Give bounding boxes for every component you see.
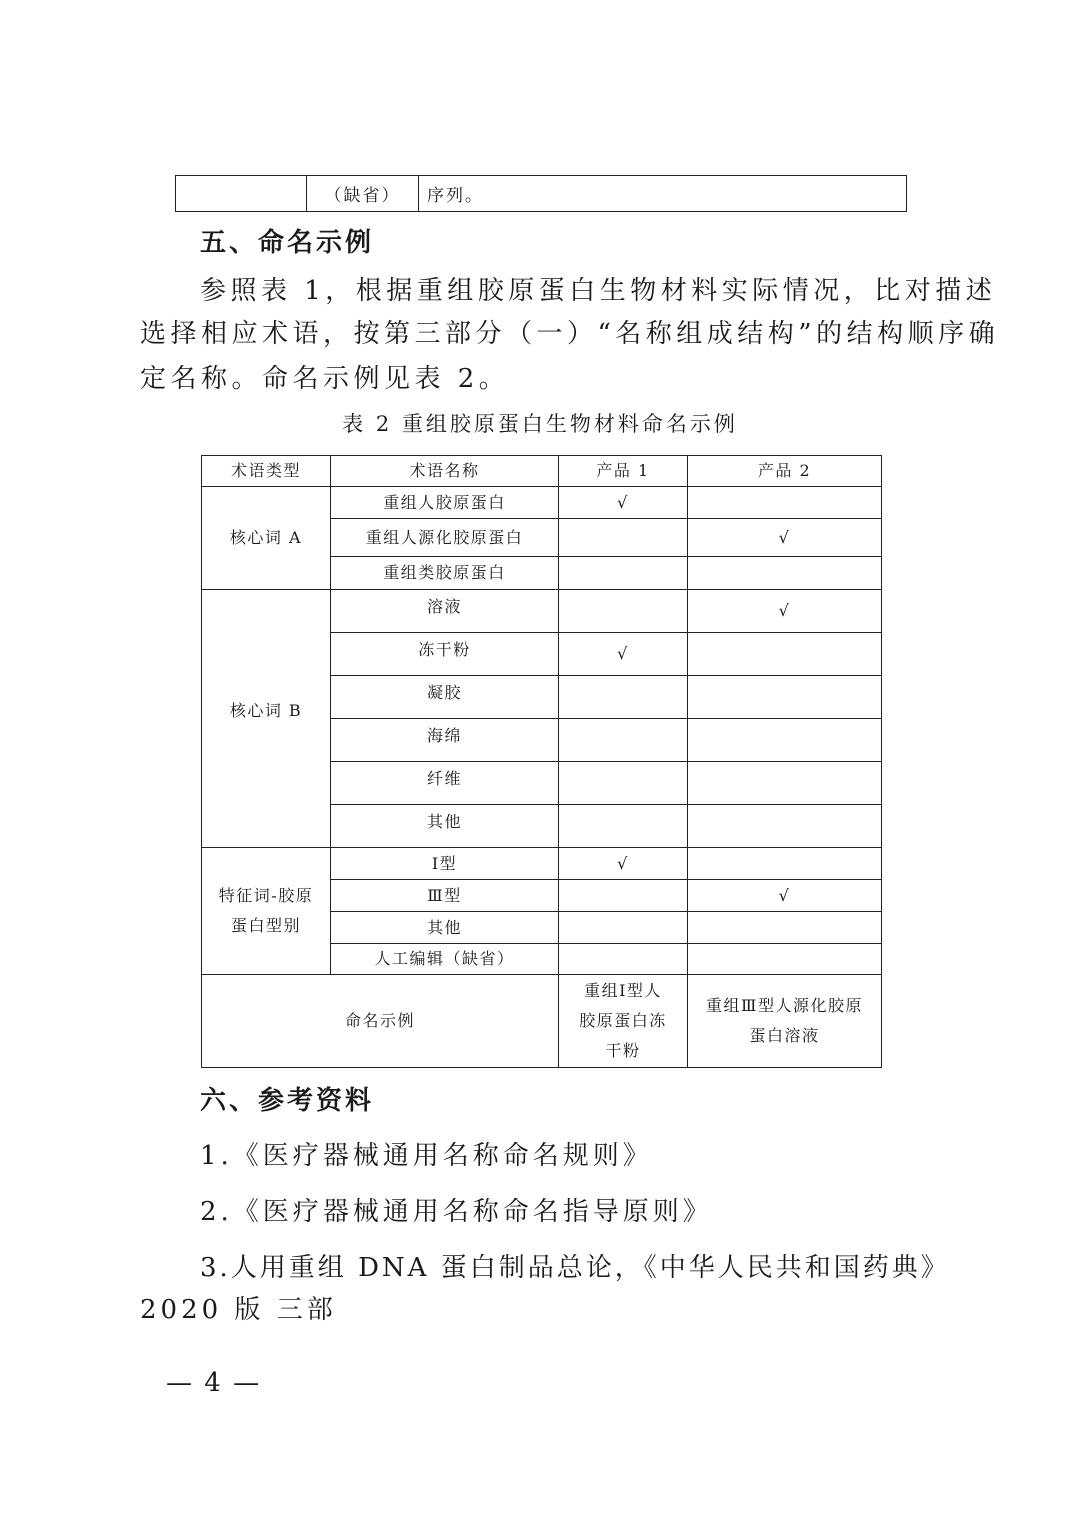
product-2-cell: √ (688, 590, 882, 633)
page-number: — 4 — (166, 1368, 262, 1398)
product-1-cell (559, 944, 688, 975)
product-2-cell (688, 805, 882, 848)
product-1-cell (559, 912, 688, 944)
term-name-cell: 重组人胶原蛋白 (331, 487, 559, 519)
term-type-line: 蛋白型别 (230, 916, 301, 935)
term-name-cell: 人工编辑（缺省） (331, 944, 559, 975)
product-1-cell (559, 676, 688, 719)
header-product-1: 产品 1 (559, 456, 688, 487)
product-2-cell: √ (688, 880, 882, 912)
product-2-cell (688, 912, 882, 944)
section-heading-5: 五、命名示例 (200, 228, 375, 258)
example-line: 胶原蛋白冻 (579, 1011, 667, 1030)
term-type-line: 特征词-胶原 (218, 886, 314, 905)
product-1-cell (559, 719, 688, 762)
product-1-cell (559, 590, 688, 633)
reference-item-3-cont: 2020 版 三部 (140, 1295, 337, 1325)
product-2-cell (688, 633, 882, 676)
example-product-1-cell (559, 975, 688, 1068)
table-row (202, 487, 882, 519)
term-name-cell: 重组类胶原蛋白 (331, 557, 559, 590)
table-header-row (202, 456, 882, 487)
product-1-cell (559, 557, 688, 590)
term-name-cell: Ⅰ型 (331, 848, 559, 880)
term-name-cell: 其他 (331, 912, 559, 944)
example-product-2-cell (688, 975, 882, 1068)
reference-item-3: 3.人用重组 DNA 蛋白制品总论，《中华人民共和国药典》 (200, 1253, 950, 1283)
paragraph-line-3: 定名称。命名示例见表 2。 (140, 364, 510, 394)
example-line: 重组Ⅰ型人 (584, 981, 662, 1000)
product-1-cell: √ (559, 848, 688, 880)
header-term-name: 术语名称 (331, 456, 559, 487)
product-1-cell (559, 519, 688, 557)
example-label-cell: 命名示例 (202, 975, 559, 1068)
term-type-cell: 核心词 A (202, 487, 331, 590)
paragraph-line-2: 选择相应术语，按第三部分（一）“名称组成结构”的结构顺序确 (140, 319, 1000, 349)
section-heading-6: 六、参考资料 (200, 1086, 375, 1116)
example-line: 蛋白溶液 (749, 1026, 820, 1045)
header-product-2: 产品 2 (688, 456, 882, 487)
table-cell (176, 176, 307, 212)
table-row (202, 848, 882, 880)
term-name-cell: 溶液 (331, 590, 559, 633)
product-1-cell (559, 762, 688, 805)
term-name-cell: 海绵 (331, 719, 559, 762)
product-1-cell: √ (559, 633, 688, 676)
example-line: 干粉 (605, 1041, 641, 1060)
term-name-cell: 凝胶 (331, 676, 559, 719)
table-row-example (202, 975, 882, 1068)
paragraph-line-1: 参照表 1，根据重组胶原蛋白生物材料实际情况，比对描述 (200, 276, 997, 306)
product-2-cell (688, 487, 882, 519)
product-1-cell (559, 805, 688, 848)
continued-table (175, 175, 907, 212)
product-2-cell (688, 848, 882, 880)
table-cell: 序列。 (419, 176, 907, 212)
term-name-cell: 纤维 (331, 762, 559, 805)
term-type-cell: 核心词 B (202, 590, 331, 848)
term-name-cell: 重组人源化胶原蛋白 (331, 519, 559, 557)
reference-item-1: 1.《医疗器械通用名称命名规则》 (200, 1141, 653, 1171)
product-2-cell (688, 719, 882, 762)
term-name-cell: Ⅲ型 (331, 880, 559, 912)
example-line: 重组Ⅲ型人源化胶原 (706, 996, 863, 1015)
header-term-type: 术语类型 (202, 456, 331, 487)
table-caption: 表 2 重组胶原蛋白生物材料命名示例 (342, 412, 738, 436)
table-row (176, 176, 907, 212)
table-row (202, 590, 882, 633)
term-name-cell: 冻干粉 (331, 633, 559, 676)
product-1-cell: √ (559, 487, 688, 519)
product-2-cell: √ (688, 519, 882, 557)
product-2-cell (688, 557, 882, 590)
product-1-cell (559, 880, 688, 912)
naming-example-table (201, 455, 882, 1068)
reference-item-2: 2.《医疗器械通用名称命名指导原则》 (200, 1197, 713, 1227)
product-2-cell (688, 944, 882, 975)
term-name-cell: 其他 (331, 805, 559, 848)
table-cell: （缺省） (307, 176, 419, 212)
term-type-cell (202, 848, 331, 975)
product-2-cell (688, 676, 882, 719)
product-2-cell (688, 762, 882, 805)
